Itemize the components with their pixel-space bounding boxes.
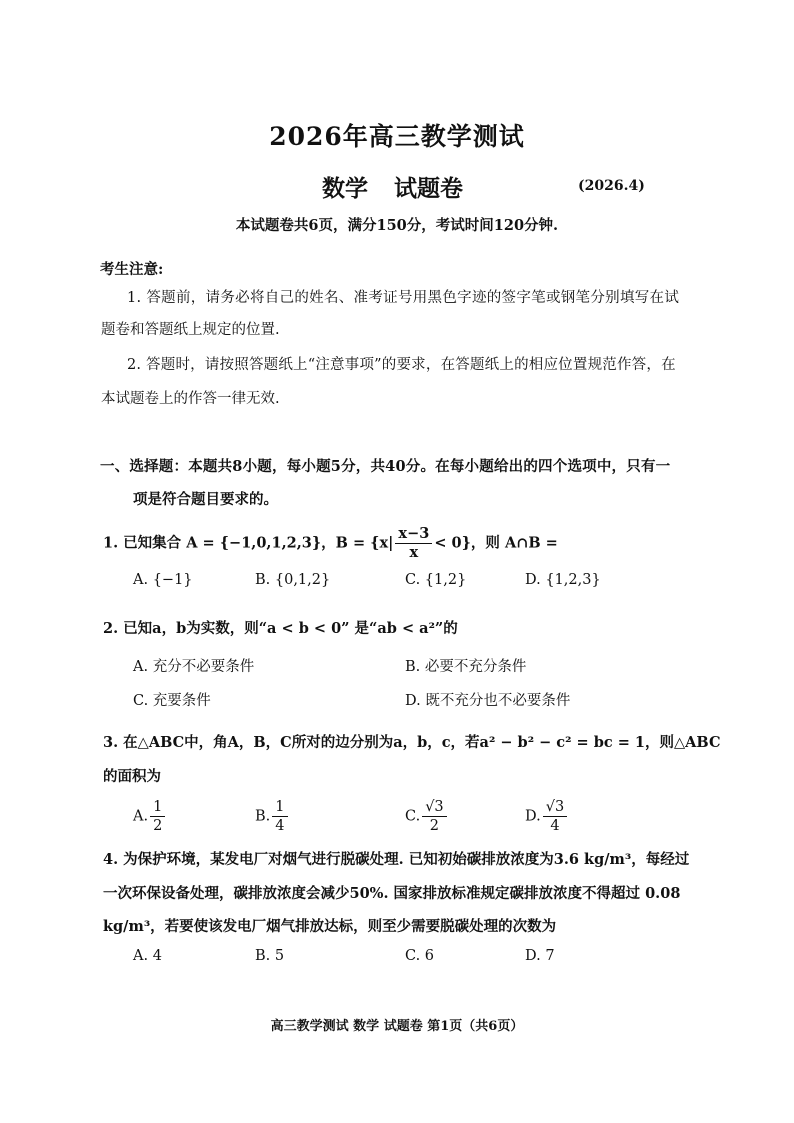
q3-a-label: A.	[133, 808, 149, 825]
section-heading-line-2: 项是符合题目要求的。	[133, 491, 278, 508]
q3-d-label: D.	[525, 808, 541, 825]
q3-d-num: √3	[543, 798, 567, 817]
q1-option-c: C. {1,2}	[405, 572, 467, 588]
exam-date: (2026.4)	[578, 178, 645, 194]
notice-item-2-line-1: 2. 答题时，请按照答题纸上“注意事项”的要求，在答题纸上的相应位置规范作答，在	[127, 357, 676, 373]
page-footer: 高三教学测试 数学 试题卷 第1页（共6页）	[270, 1019, 524, 1034]
notice-item-1-line-2: 题卷和答题纸上规定的位置.	[101, 322, 280, 338]
q3-option-c	[405, 798, 449, 835]
exam-info: 本试题卷共6页，满分150分，考试时间120分钟.	[235, 217, 559, 234]
q1-option-a: A. {−1}	[133, 572, 193, 588]
q3-option-a	[133, 798, 167, 835]
q3-c-num: √3	[422, 798, 446, 817]
q3-d-fraction	[543, 798, 567, 835]
q2-option-d: D. 既不充分也不必要条件	[405, 693, 571, 709]
notice-item-1-line-1: 1. 答题前，请务必将自己的姓名、准考证号用黑色字迹的签字笔或钢笔分别填写在试	[127, 290, 680, 306]
q1-fraction	[395, 525, 432, 562]
question-4-line-3: kg/m³，若要使该发电厂烟气排放达标，则至少需要脱碳处理的次数为	[103, 918, 557, 935]
q1-stem-b: < 0}，则 A∩B =	[434, 534, 558, 552]
q2-option-c: C. 充要条件	[133, 693, 211, 709]
paper-subtitle	[322, 170, 463, 203]
notice-item-2-line-2: 本试题卷上的作答一律无效.	[101, 391, 280, 407]
paper-label: 试题卷	[394, 175, 463, 202]
q1-option-d: D. {1,2,3}	[525, 572, 601, 588]
q3-option-b	[255, 798, 290, 835]
question-3-stem-line-1: 3. 在△ABC中，角A，B，C所对的边分别为a，b，c，若a² − b² − c² = bc = 1，则△ABC	[103, 734, 721, 751]
q3-a-num: 1	[150, 798, 165, 817]
q4-option-b: B. 5	[255, 948, 285, 964]
notice-heading: 考生注意:	[100, 261, 164, 278]
page-title: 2026年高三教学测试	[269, 122, 525, 151]
q3-b-fraction	[272, 798, 287, 835]
subject-label: 数学	[322, 175, 368, 202]
question-4-line-2: 一次环保设备处理，碳排放浓度会减少50%. 国家排放标准规定碳排放浓度不得超过 0.08	[103, 885, 681, 902]
q1-frac-num: x−3	[395, 525, 432, 544]
q1-option-b: B. {0,1,2}	[255, 572, 331, 588]
section-heading-line-1: 一、选择题：本题共8小题，每小题5分，共40分。在每小题给出的四个选项中，只有一	[100, 458, 671, 475]
q4-option-c: C. 6	[405, 948, 435, 964]
q3-b-num: 1	[272, 798, 287, 817]
q3-c-den: 2	[429, 818, 440, 834]
q3-a-den: 2	[153, 818, 163, 834]
q3-option-d	[525, 798, 569, 835]
question-2-stem: 2. 已知a，b为实数，则“a < b < 0” 是“ab < a²”的	[103, 620, 458, 637]
question-1-stem	[103, 525, 558, 562]
question-4-line-1: 4. 为保护环境，某发电厂对烟气进行脱碳处理. 已知初始碳排放浓度为3.6 kg/m³，每经过	[103, 851, 690, 868]
q2-option-a: A. 充分不必要条件	[133, 659, 255, 675]
question-3-stem-line-2: 的面积为	[103, 768, 161, 785]
q1-stem-a: 1. 已知集合 A = {−1,0,1,2,3}，B = {x|	[103, 534, 394, 552]
q3-c-fraction	[422, 798, 446, 835]
q3-b-label: B.	[255, 808, 271, 825]
q3-b-den: 4	[275, 818, 285, 834]
q1-frac-den: x	[409, 544, 419, 561]
q2-option-b: B. 必要不充分条件	[405, 659, 527, 675]
q3-c-label: C.	[405, 808, 421, 825]
q3-a-fraction	[150, 798, 165, 835]
q4-option-a: A. 4	[133, 948, 162, 964]
q3-d-den: 4	[550, 818, 560, 834]
q4-option-d: D. 7	[525, 948, 555, 964]
